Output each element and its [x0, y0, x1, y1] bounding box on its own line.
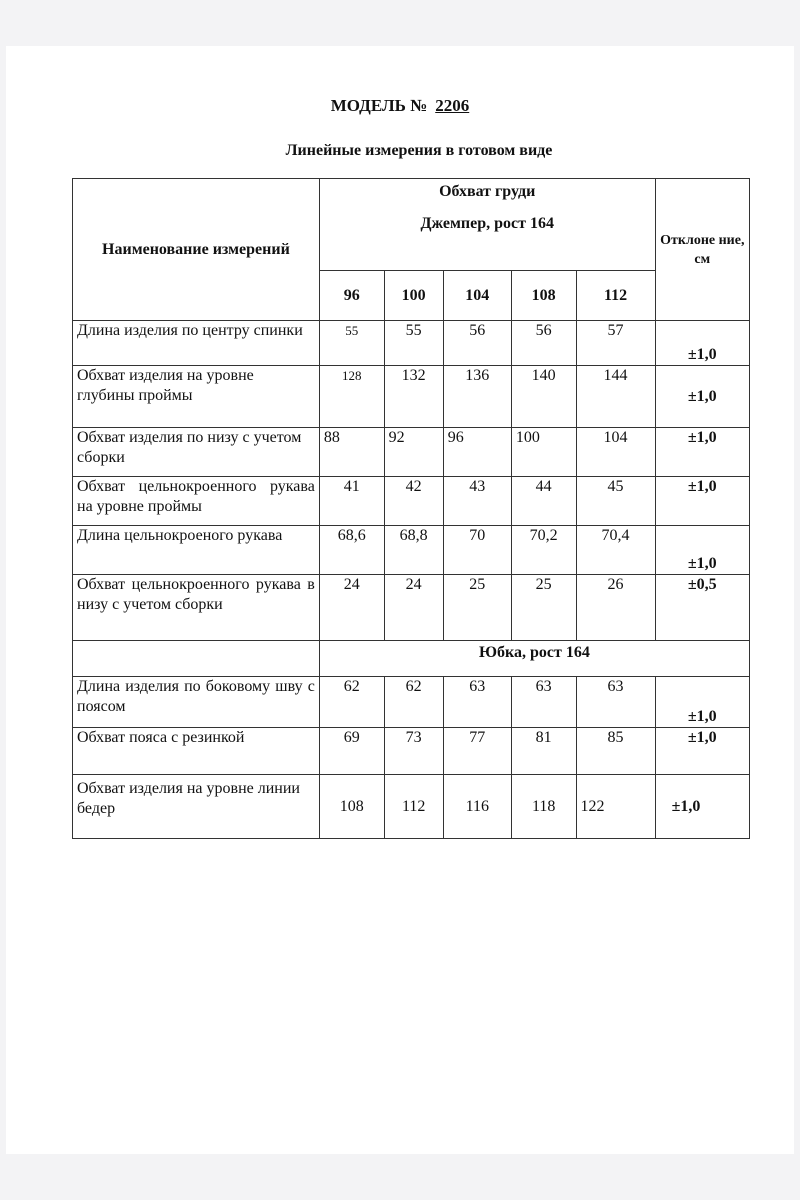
table-row: [73, 575, 750, 641]
document-subtitle: Линейные измерения в готовом виде: [285, 142, 553, 159]
value-cell: 26: [576, 575, 655, 641]
value-cell: 85: [576, 728, 655, 775]
deviation-cell: ±0,5: [655, 575, 749, 641]
model-number: 2206: [435, 96, 470, 115]
value-cell: 57: [576, 321, 655, 366]
value-cell: 44: [511, 477, 576, 526]
value-cell: 118: [511, 775, 576, 839]
value-cell: 77: [443, 728, 511, 775]
value-cell: 92: [384, 428, 443, 477]
value-cell: 108: [319, 775, 384, 839]
row-label: Обхват цельнокроенного рукава на уровне проймы: [73, 477, 320, 526]
value-cell: 140: [511, 366, 576, 428]
value-cell: 112: [384, 775, 443, 839]
table-row: [73, 428, 750, 477]
value-cell: 43: [443, 477, 511, 526]
value-cell: 100: [511, 428, 576, 477]
value-cell: 25: [443, 575, 511, 641]
header-chest-group: [319, 179, 655, 271]
size-cell: 96: [319, 271, 384, 321]
value-cell: 116: [443, 775, 511, 839]
value-cell: 136: [443, 366, 511, 428]
table-row: [73, 526, 750, 575]
value-cell: 88: [319, 428, 384, 477]
value-cell: 132: [384, 366, 443, 428]
measurements-table: [72, 178, 750, 839]
value-cell: 41: [319, 477, 384, 526]
row-label: Обхват изделия на уровне линии бедер: [73, 775, 320, 839]
value-cell: 24: [384, 575, 443, 641]
row-label: Обхват пояса с резинкой: [73, 728, 320, 775]
value-cell: 70,4: [576, 526, 655, 575]
deviation-cell: ±1,0: [655, 775, 749, 839]
value-cell: 144: [576, 366, 655, 428]
value-cell: 68,8: [384, 526, 443, 575]
table-row: [73, 321, 750, 366]
size-cell: 108: [511, 271, 576, 321]
row-label: Обхват изделия по низу с учетом сборки: [73, 428, 320, 477]
value-cell: 63: [511, 677, 576, 728]
skirt-section-header: Юбка, рост 164: [319, 641, 749, 677]
size-cell: 112: [576, 271, 655, 321]
row-label: Длина изделия по боковому шву с поясом: [73, 677, 320, 728]
value-cell: 62: [384, 677, 443, 728]
table-row: [73, 677, 750, 728]
value-cell: 81: [511, 728, 576, 775]
header-chest: Обхват груди: [439, 183, 536, 200]
value-cell: 69: [319, 728, 384, 775]
empty-cell: [73, 641, 320, 677]
value-cell: 128: [319, 366, 384, 428]
table-row: [73, 728, 750, 775]
value-cell: 68,6: [319, 526, 384, 575]
header-jumper: Джемпер, рост 164: [420, 215, 554, 232]
value-cell: 24: [319, 575, 384, 641]
table-row: [73, 477, 750, 526]
row-label: Обхват цельнокроенного рукава в низу с учетом сборки: [73, 575, 320, 641]
table-row: [73, 366, 750, 428]
value-cell: 70,2: [511, 526, 576, 575]
deviation-cell: ±1,0: [655, 728, 749, 775]
value-cell: 45: [576, 477, 655, 526]
deviation-cell: ±1,0: [655, 366, 749, 428]
deviation-cell: ±1,0: [655, 677, 749, 728]
model-label: МОДЕЛЬ №: [330, 96, 428, 115]
model-title: [0, 96, 800, 116]
deviation-cell: ±1,0: [655, 526, 749, 575]
value-cell: 56: [443, 321, 511, 366]
table-row: [73, 775, 750, 839]
value-cell: 56: [511, 321, 576, 366]
row-label: Длина цельнокроеного рукава: [73, 526, 320, 575]
value-cell: 122: [576, 775, 655, 839]
value-cell: 73: [384, 728, 443, 775]
value-cell: 63: [576, 677, 655, 728]
deviation-cell: ±1,0: [655, 477, 749, 526]
header-deviation: Отклоне ние, см: [655, 179, 749, 321]
value-cell: 70: [443, 526, 511, 575]
value-cell: 55: [384, 321, 443, 366]
value-cell: 55: [319, 321, 384, 366]
size-cell: 100: [384, 271, 443, 321]
header-measurement-name: Наименование измерений: [73, 179, 320, 321]
row-label: Длина изделия по центру спинки: [73, 321, 320, 366]
value-cell: 104: [576, 428, 655, 477]
deviation-cell: ±1,0: [655, 428, 749, 477]
value-cell: 25: [511, 575, 576, 641]
value-cell: 63: [443, 677, 511, 728]
value-cell: 42: [384, 477, 443, 526]
value-cell: 96: [443, 428, 511, 477]
deviation-cell: ±1,0: [655, 321, 749, 366]
row-label: Обхват изделия на уровне глубины проймы: [73, 366, 320, 428]
section-row: [73, 641, 750, 677]
size-cell: 104: [443, 271, 511, 321]
value-cell: 62: [319, 677, 384, 728]
